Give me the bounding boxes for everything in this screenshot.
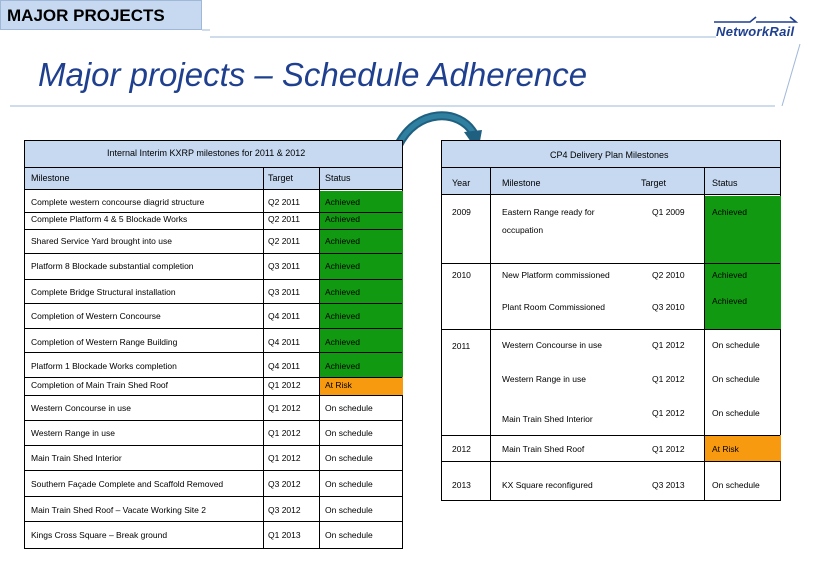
row-separator [25,420,402,421]
left-table-header-row [25,167,402,190]
logo-arrows-icon [710,16,800,24]
milestone-cell: Complete Platform 4 & 5 Blockade Works [31,214,188,224]
year-cell: 2009 [452,207,471,217]
milestone-cell: Eastern Range ready for [502,207,595,217]
row-separator [25,279,402,280]
right-col-divider-1 [490,167,491,500]
year-separator-2013 [442,461,780,462]
target-cell: Q2 2011 [268,197,300,207]
section-tab: MAJOR PROJECTS [0,0,202,30]
status-cell: Achieved [712,296,747,306]
row-separator [25,496,402,497]
target-cell: Q1 2012 [268,380,301,390]
milestone-cell: Western Range in use [502,374,586,384]
status-cell: Achieved [325,197,360,207]
target-cell: Q2 2010 [652,270,685,280]
year-cell: 2012 [452,444,471,454]
target-cell: Q1 2012 [652,374,685,384]
header-target: Target [641,178,667,188]
target-cell: Q4 2011 [268,311,300,321]
year-separator-2010 [442,263,780,264]
milestone-cell: Platform 1 Blockade Works completion [31,361,177,371]
right-table-caption: CP4 Delivery Plan Milestones [550,150,669,160]
target-cell: Q4 2011 [268,337,300,347]
target-cell: Q1 2012 [652,408,685,418]
row-separator [25,470,402,471]
status-cell: On schedule [325,453,373,463]
status-cell: On schedule [325,530,373,540]
row-separator [25,328,402,329]
header-status: Status [325,173,351,183]
status-cell: Achieved [325,337,360,347]
status-cell: On schedule [325,428,373,438]
status-cell: On schedule [325,479,373,489]
year-cell: 2011 [452,341,471,351]
row-separator [25,303,402,304]
milestone-cell: New Platform commissioned [502,270,610,280]
internal-milestones-table [24,140,403,549]
year-separator-2012 [442,435,780,436]
status-cell: On schedule [712,408,760,418]
header-milestone: Milestone [502,178,541,188]
network-rail-logo [716,24,794,39]
logo-text: NetworkRail [716,24,795,39]
row-separator [25,445,402,446]
row-separator [25,352,402,353]
status-cell: On schedule [325,505,373,515]
row-separator [25,395,402,396]
target-cell: Q1 2012 [268,403,301,413]
status-cell: Achieved [325,214,360,224]
status-cell: Achieved [325,236,360,246]
target-cell: Q3 2010 [652,302,685,312]
milestone-cell: Platform 8 Blockade substantial completion [31,261,194,271]
left-table-caption: Internal Interim KXRP milestones for 2011 & 2012 [107,148,306,158]
status-cell: Achieved [325,361,360,371]
status-cell: On schedule [712,340,760,350]
milestone-cell: Complete western concourse diagrid structure [31,197,205,207]
milestone-cell: Kings Cross Square – Break ground [31,530,168,540]
target-cell: Q3 2012 [268,479,301,489]
status-cell: Achieved [325,311,360,321]
left-col-divider-1 [263,167,264,548]
page-title: Major projects – Schedule Adherence [38,56,588,93]
target-cell: Q3 2011 [268,287,300,297]
milestone-cell: Southern Façade Complete and Scaffold Removed [31,479,224,489]
row-separator [25,377,402,378]
milestone-cell: Shared Service Yard brought into use [31,236,172,246]
header-status: Status [712,178,738,188]
target-cell: Q3 2011 [268,261,300,271]
milestone-cell: KX Square reconfigured [502,480,593,490]
milestone-cell: Western Range in use [31,428,115,438]
row-separator [25,521,402,522]
target-cell: Q2 2011 [268,214,300,224]
target-cell: Q1 2012 [652,444,685,454]
cp4-milestones-table [441,140,781,501]
target-cell: Q4 2011 [268,361,300,371]
left-table-caption-bar [25,141,402,168]
year-cell: 2010 [452,270,471,280]
row-separator [25,253,402,254]
milestone-cell: Completion of Main Train Shed Roof [31,380,169,390]
milestone-cell: Main Train Shed Interior [31,453,122,463]
status-cell: On schedule [712,480,760,490]
milestone-cell: Western Concourse in use [502,340,603,350]
header-target: Target [268,173,294,183]
target-cell: Q1 2012 [268,453,301,463]
row-separator [25,229,402,230]
year-separator-2011 [442,329,780,330]
right-table-header-row [442,167,780,195]
status-cell: On schedule [325,403,373,413]
year-cell: 2013 [452,480,471,490]
target-cell: Q1 2012 [268,428,301,438]
status-cell: At Risk [712,444,739,454]
milestone-cell: Main Train Shed Roof – Vacate Working Site 2 [31,505,206,515]
milestone-cell: Western Concourse in use [31,403,132,413]
status-cell: Achieved [712,207,747,217]
status-cell: Achieved [325,287,360,297]
target-cell: Q1 2009 [652,207,685,217]
target-cell: Q2 2011 [268,236,300,246]
milestone-cell: Completion of Western Concourse [31,311,161,321]
milestone-cell: Plant Room Commissioned [502,302,605,312]
target-cell: Q3 2013 [652,480,685,490]
milestone-cell: Main Train Shed Roof [502,444,585,454]
milestone-cell: Completion of Western Range Building [31,337,178,347]
milestone-cell-continued: occupation [502,225,544,235]
status-cell: On schedule [712,374,760,384]
right-table-caption-bar [442,141,780,168]
header-year: Year [452,178,471,188]
milestone-cell: Complete Bridge Structural installation [31,287,176,297]
target-cell: Q3 2012 [268,505,301,515]
status-cell: At Risk [325,380,352,390]
header-milestone: Milestone [31,173,70,183]
status-cell: Achieved [325,261,360,271]
target-cell: Q1 2012 [652,340,685,350]
target-cell: Q1 2013 [268,530,301,540]
row-separator [25,212,402,213]
status-cell: Achieved [712,270,747,280]
milestone-cell: Main Train Shed Interior [502,414,593,424]
